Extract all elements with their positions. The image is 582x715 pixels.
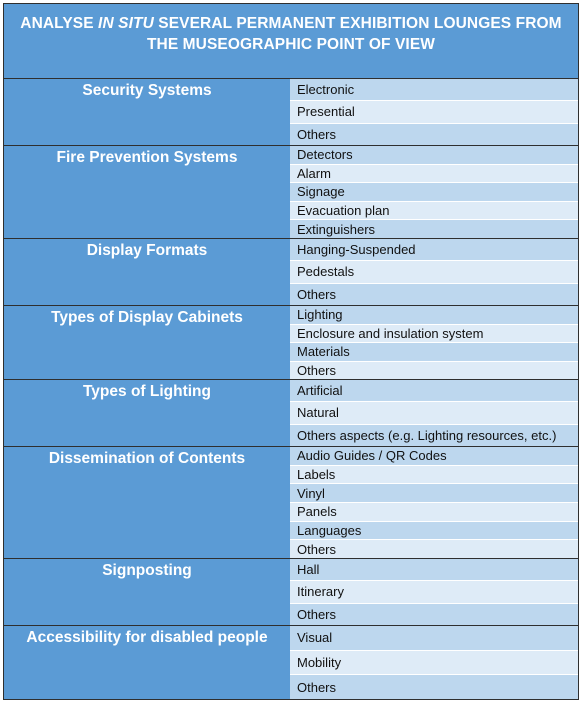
item-row: Itinerary	[290, 580, 578, 602]
item-row: Others	[290, 123, 578, 145]
item-row: Others	[290, 539, 578, 558]
item-row: Electronic	[290, 79, 578, 100]
category-group	[3, 78, 579, 146]
item-row: Panels	[290, 502, 578, 521]
item-row: Materials	[290, 342, 578, 361]
item-row: Others aspects (e.g. Lighting resources, etc.)	[290, 424, 578, 446]
item-row: Languages	[290, 521, 578, 540]
item-row: Detectors	[290, 146, 578, 164]
category-group	[3, 558, 579, 626]
category-label: Types of Display Cabinets	[4, 306, 290, 379]
item-row: Vinyl	[290, 483, 578, 502]
category-label: Security Systems	[4, 79, 290, 145]
item-row: Others	[290, 283, 578, 305]
item-row: Pedestals	[290, 260, 578, 282]
item-row: Presential	[290, 100, 578, 122]
item-row: Audio Guides / QR Codes	[290, 447, 578, 465]
item-list	[290, 79, 578, 145]
category-label: Display Formats	[4, 239, 290, 305]
category-group	[3, 145, 579, 239]
category-label: Fire Prevention Systems	[4, 146, 290, 238]
item-row: Hanging-Suspended	[290, 239, 578, 260]
item-row: Others	[290, 674, 578, 699]
item-row: Others	[290, 603, 578, 625]
title-before: ANALYSE	[20, 15, 99, 32]
category-label: Types of Lighting	[4, 380, 290, 446]
item-list	[290, 447, 578, 558]
item-row: Mobility	[290, 650, 578, 675]
category-label: Signposting	[4, 559, 290, 625]
title-line2: THE MUSEOGRAPHIC POINT OF VIEW	[146, 36, 436, 53]
item-list	[290, 239, 578, 305]
category-groups	[3, 78, 579, 700]
museography-table	[3, 3, 579, 700]
title-italic: IN SITU	[98, 15, 154, 32]
item-row: Enclosure and insulation system	[290, 324, 578, 343]
item-row: Artificial	[290, 380, 578, 401]
item-list	[290, 380, 578, 446]
item-row: Signage	[290, 182, 578, 201]
item-row: Lighting	[290, 306, 578, 324]
category-group	[3, 625, 579, 700]
item-row: Alarm	[290, 164, 578, 183]
category-group	[3, 379, 579, 447]
item-list	[290, 306, 578, 379]
title-after: SEVERAL PERMANENT EXHIBITION LOUNGES FROM	[153, 15, 562, 32]
item-row: Labels	[290, 465, 578, 484]
category-label: Dissemination of Contents	[4, 447, 290, 558]
item-row: Extinguishers	[290, 219, 578, 238]
item-list	[290, 626, 578, 699]
item-row: Hall	[290, 559, 578, 580]
table-title	[3, 3, 579, 79]
item-row: Visual	[290, 626, 578, 650]
item-row: Evacuation plan	[290, 201, 578, 220]
item-list	[290, 559, 578, 625]
category-group	[3, 446, 579, 559]
category-label: Accessibility for disabled people	[4, 626, 290, 699]
category-group	[3, 305, 579, 380]
item-row: Others	[290, 361, 578, 380]
category-group	[3, 238, 579, 306]
item-row: Natural	[290, 401, 578, 423]
item-list	[290, 146, 578, 238]
